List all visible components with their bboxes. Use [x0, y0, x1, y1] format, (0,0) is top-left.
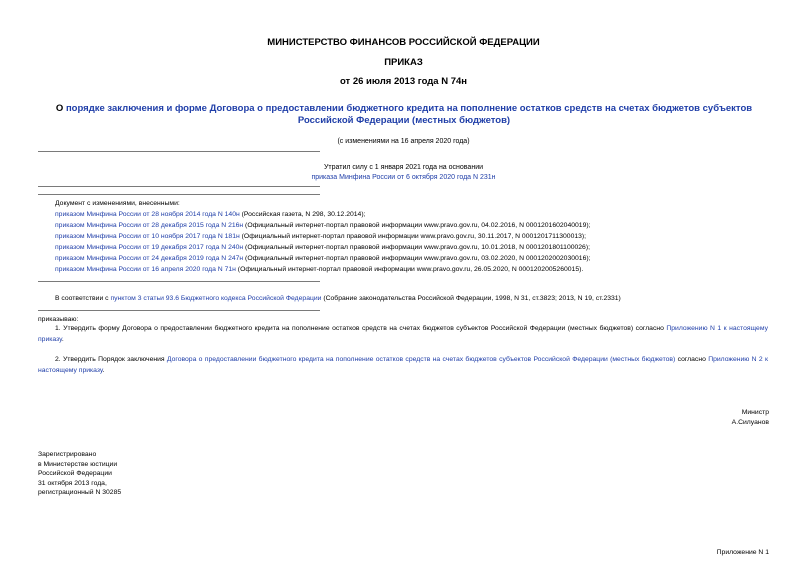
appendix-1-link[interactable]: Приложению N 1 к настоящему приказу — [38, 325, 768, 343]
order-item-2 — [38, 355, 768, 376]
basis-prefix: В соответствии с — [55, 295, 111, 302]
change-item — [55, 254, 591, 263]
lost-force-link[interactable]: приказа Минфина России от 6 октября 2020 года N 231н — [311, 174, 496, 181]
signature-name: А.Силуанов — [731, 419, 769, 426]
change-item — [55, 243, 590, 252]
doc-date-number: от 26 июля 2013 года N 74н — [339, 76, 468, 87]
changes-intro: Документ с изменениями, внесенными: — [55, 200, 180, 207]
divider — [38, 151, 320, 152]
title-link[interactable]: порядке заключения и форме Договора о предоставлении бюджетного кредита на пополнение остатков средств на счетах бюджетов субъектов Российской Федерации (местных бюджетов) — [65, 103, 753, 126]
lost-force-text: Утратил силу с 1 января 2021 года на основании — [323, 164, 484, 171]
item1-end: . — [61, 335, 64, 343]
change-source: (Официальный интернет-портал правовой информации www.pravo.gov.ru, 04.02.2016, N 0001201602040019); — [243, 222, 591, 229]
registration-line: 31 октября 2013 года, — [38, 480, 107, 487]
change-item — [55, 221, 591, 230]
change-item — [55, 265, 583, 274]
order-word: приказываю: — [38, 316, 79, 323]
signature-position: Министр — [741, 409, 769, 416]
item2-text: 2. Утвердить Порядок заключения — [55, 356, 167, 363]
divider — [38, 186, 320, 187]
amended-note: (с изменениями на 16 апреля 2020 года) — [337, 138, 470, 145]
document-title — [50, 103, 758, 126]
registration-line: Зарегистрировано — [38, 451, 97, 458]
divider — [38, 281, 320, 282]
change-source: (Официальный интернет-портал правовой информации www.pravo.gov.ru, 30.11.2017, N 0001201711300013); — [239, 233, 587, 240]
item1-text: 1. Утвердить форму Договора о предоставлении бюджетного кредита на пополнение остатков средств на счетах бюджетов субъектов Российской Федерации (местных бюджетов) согласно — [55, 325, 667, 332]
title-prefix: О — [55, 103, 66, 114]
basis-suffix: (Собрание законодательства Российской Федерации, 1998, N 31, ст.3823; 2013, N 19, ст.2331) — [321, 295, 621, 302]
change-link[interactable]: приказом Минфина России от 24 декабря 2019 года N 247н — [55, 255, 244, 262]
appendix-2-link[interactable]: Приложению N 2 к настоящему приказу — [38, 356, 768, 374]
change-item — [55, 232, 586, 241]
change-source: (Российская газета, N 298, 30.12.2014); — [239, 211, 366, 218]
change-link[interactable]: приказом Минфина России от 16 апреля 2020 года N 71н — [55, 266, 236, 273]
change-item — [55, 210, 365, 219]
registration-line: Российской Федерации — [38, 470, 112, 477]
doc-type-heading: ПРИКАЗ — [384, 57, 423, 68]
change-link[interactable]: приказом Минфина России от 28 ноября 2014 года N 140н — [55, 211, 240, 218]
divider — [38, 194, 320, 195]
item2-end: . — [102, 366, 105, 374]
change-source: (Официальный интернет-портал правовой информации www.pravo.gov.ru, 10.01.2018, N 0001201801100026); — [243, 244, 590, 251]
registration-line: в Министерстве юстиции — [38, 461, 118, 468]
order-item-1 — [38, 324, 768, 345]
contract-link[interactable]: Договора о предоставлении бюджетного кредита на пополнение остатков средств на счетах бюджетов субъектов Российской Федерации (местных бюджетов) — [166, 356, 676, 363]
registration-line: регистрационный N 30285 — [38, 489, 122, 496]
appendix-label: Приложение N 1 — [716, 549, 769, 556]
basis-paragraph — [55, 294, 621, 303]
basis-link[interactable]: пунктом 3 статьи 93.6 Бюджетного кодекса Российской Федерации — [110, 295, 322, 302]
change-link[interactable]: приказом Минфина России от 10 ноября 2017 года N 181н — [55, 233, 240, 240]
divider — [38, 310, 320, 311]
item2-mid: согласно — [675, 356, 709, 363]
change-link[interactable]: приказом Минфина России от 19 декабря 2017 года N 240н — [55, 244, 244, 251]
ministry-heading: МИНИСТЕРСТВО ФИНАНСОВ РОССИЙСКОЙ ФЕДЕРАЦИИ — [267, 37, 540, 48]
change-source: (Официальный интернет-портал правовой информации www.pravo.gov.ru, 26.05.2020, N 0001202005260015). — [235, 266, 584, 273]
change-link[interactable]: приказом Минфина России от 28 декабря 2015 года N 216н — [55, 222, 244, 229]
change-source: (Официальный интернет-портал правовой информации www.pravo.gov.ru, 03.02.2020, N 0001202002030016); — [243, 255, 591, 262]
